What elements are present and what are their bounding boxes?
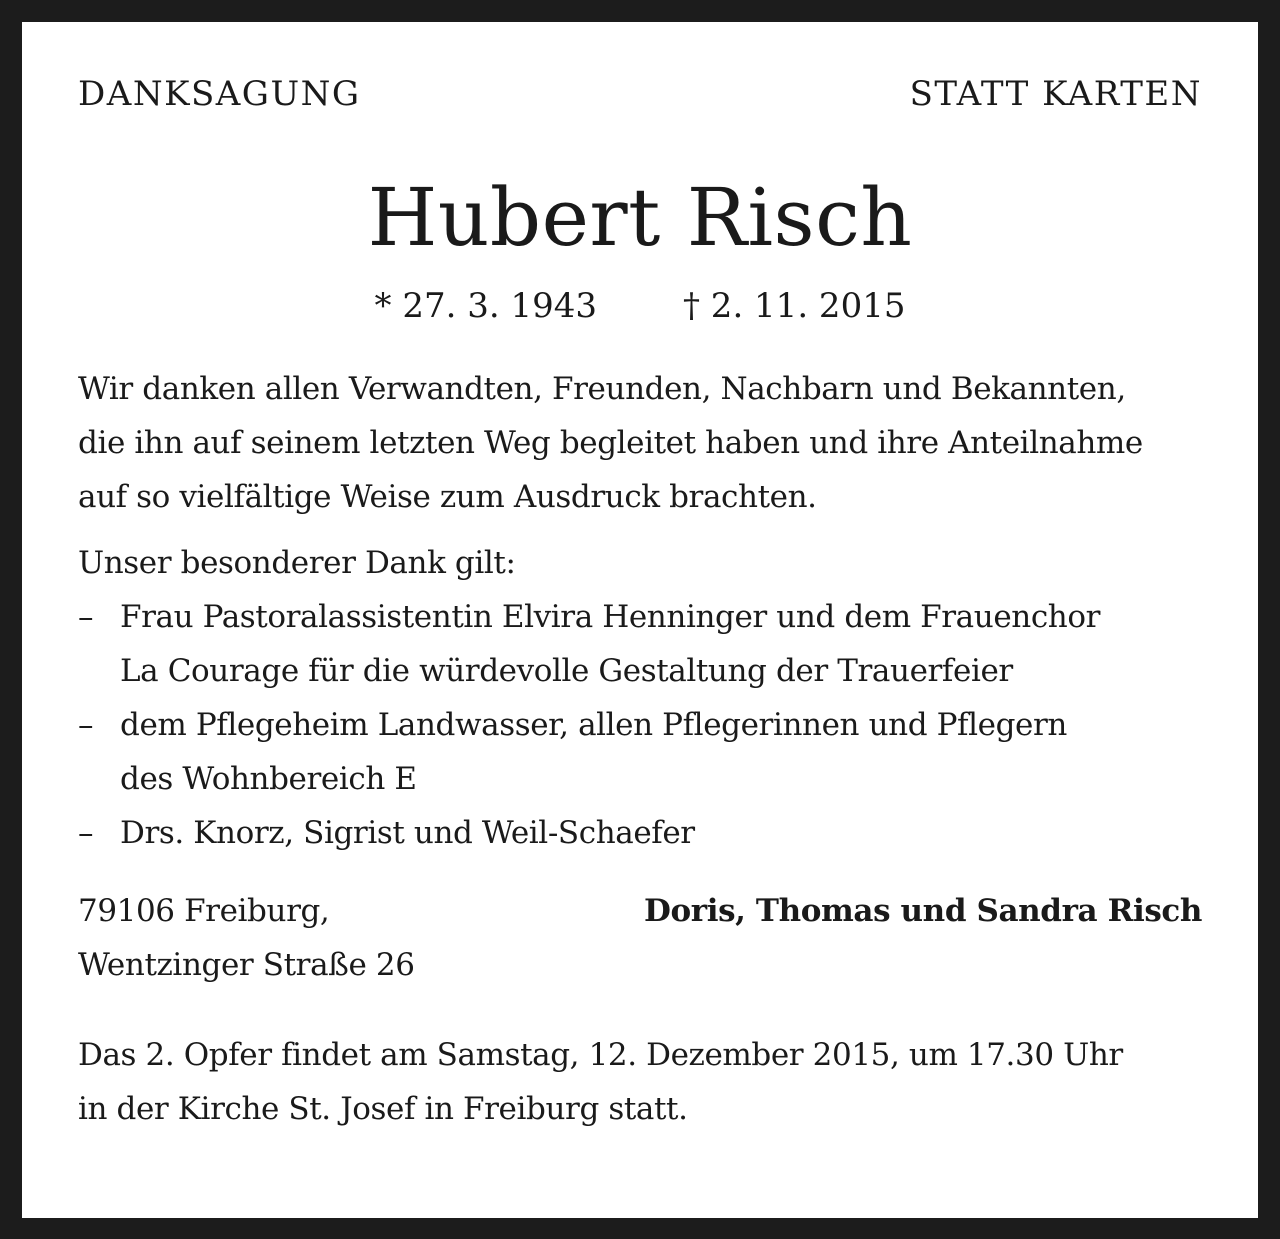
address-signature-row [78,884,1202,992]
birth-date: * 27. 3. 1943 [374,286,597,326]
dash-bullet: – [78,707,94,743]
header-left-label: DANKSAGUNG [78,74,361,114]
signers-names: Doris, Thomas und Sandra Risch [644,893,1202,929]
address-line: 79106 Freiburg, [78,893,330,929]
intro-line: die ihn auf seinem letzten Weg begleitet haben und ihre Anteilnahme [78,425,1143,461]
list-item-line: dem Pflegeheim Landwasser, allen Pflegerinnen und Pflegern [120,707,1067,743]
intro-line: auf so vielfältige Weise zum Ausdruck brachten. [78,479,817,515]
obituary-card [22,22,1258,1218]
thanks-heading: Unser besonderer Dank gilt: [78,545,516,581]
thanks-list [78,590,1202,860]
intro-paragraph [78,362,1202,524]
list-item-line: Drs. Knorz, Sigrist und Weil-Schaefer [120,815,695,851]
death-date: † 2. 11. 2015 [683,286,906,326]
header-right-label: STATT KARTEN [909,74,1202,114]
list-item-line: des Wohnbereich E [120,761,417,797]
address-line: Wentzinger Straße 26 [78,947,415,983]
dash-bullet: – [78,599,94,635]
obituary-content [78,72,1202,1136]
notice-line: in der Kirche St. Josef in Freiburg statt. [78,1091,688,1127]
list-item-line: Frau Pastoralassistentin Elvira Henninger und dem Frauenchor [120,599,1101,635]
address-block [78,884,415,992]
list-item [78,698,1202,806]
dash-bullet: – [78,815,94,851]
deceased-name: Hubert Risch [367,171,913,264]
intro-line: Wir danken allen Verwandten, Freunden, Nachbarn und Bekannten, [78,371,1126,407]
notice-line: Das 2. Opfer findet am Samstag, 12. Dezember 2015, um 17.30 Uhr [78,1037,1123,1073]
life-dates [78,284,1202,328]
list-item [78,806,1202,860]
header-row [78,72,1202,116]
list-item-line: La Courage für die würdevolle Gestaltung der Trauerfeier [120,653,1013,689]
list-item [78,590,1202,698]
memorial-service-notice [78,1028,1202,1136]
